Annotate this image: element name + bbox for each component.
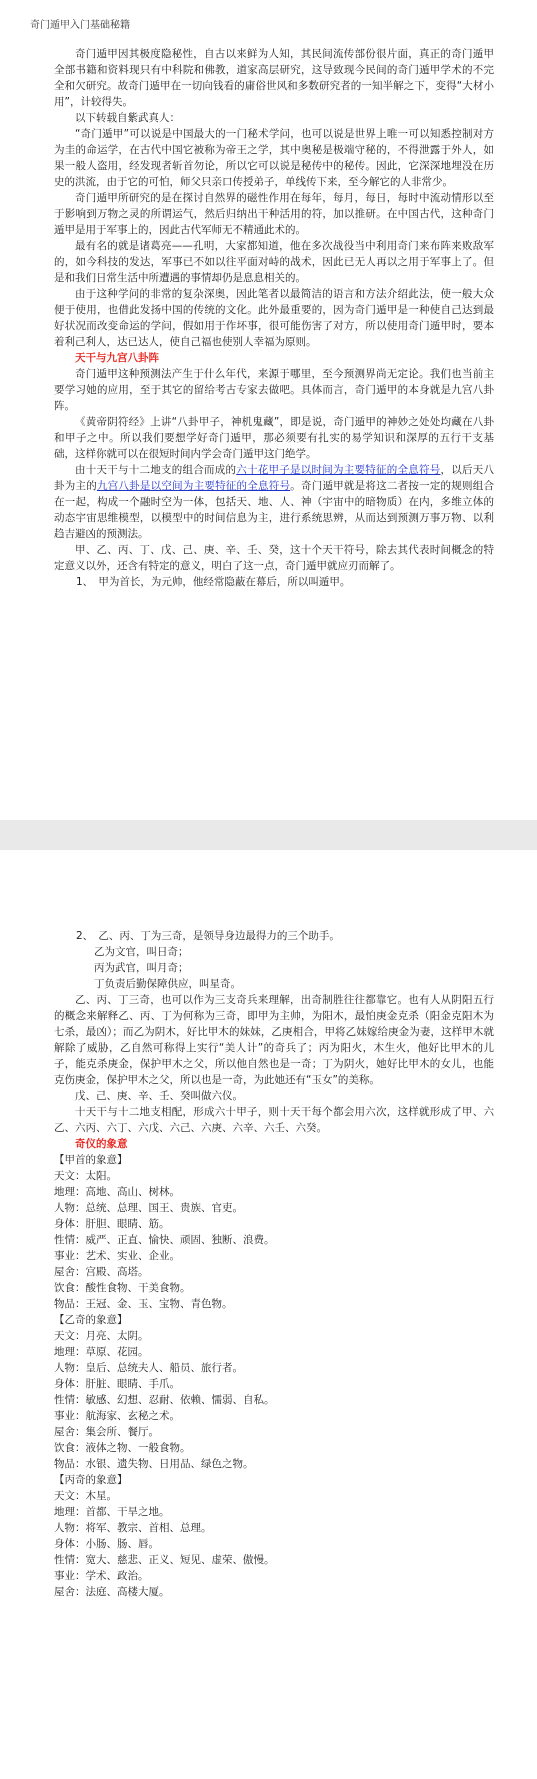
highlighted-text: 九宫八卦是以空间为主要特征的全息符号 bbox=[96, 480, 291, 492]
attribute-line: 天文：木星。 bbox=[54, 1490, 117, 1502]
attribute-line: 地理：高地、高山、树林。 bbox=[54, 1186, 180, 1198]
attribute-line: 身体：小肠、肠、唇。 bbox=[54, 1538, 159, 1550]
page-2-content bbox=[54, 928, 494, 1600]
paragraph: 戊、己、庚、辛、壬、癸叫做六仪。 bbox=[75, 1090, 243, 1102]
attribute-line: 屋舍：法庭、高楼大厦。 bbox=[54, 1586, 170, 1598]
paragraph: “奇门遁甲”可以说是中国最大的一门秘术学问，也可以说是世界上唯一可以知悉控制对方为圭的命运学，在古代中国它被称为帝王之学，其中奥秘是极端守秘的，不得泄露于外人，如果一般人盗用，经发现者斩首勿论，所以它可以说是秘传中的秘传。因此，它深深地埋没在历史的洪流，由于它的可怕，师父只亲口传授弟子，单线传下来，至今解它的人非常少。 bbox=[54, 128, 494, 188]
attribute-line: 事业：航海家、玄秘之术。 bbox=[54, 1410, 180, 1422]
attribute-line: 天文：太阳。 bbox=[54, 1170, 117, 1182]
list-item: 2、 乙、丙、丁为三奇，是领导身边最得力的三个助手。 bbox=[76, 930, 340, 942]
subsection-heading: 【丙奇的象意】 bbox=[54, 1474, 128, 1486]
attribute-line: 天文：月亮、太阴。 bbox=[54, 1330, 149, 1342]
section-heading: 奇仪的象意 bbox=[75, 1138, 128, 1150]
paragraph: 奇门遁甲所研究的是在探讨自然界的磁性作用在每年，每月，每日，每时中流动情形以至于影响到万物之灵的所谓运气，然后归纳出干种活用的符，加以推研。在中国古代，这种奇门遁甲是用于军事上的，因此古代军师无不精通此术的。 bbox=[54, 192, 494, 236]
attribute-line: 事业：学术、政治。 bbox=[54, 1570, 149, 1582]
attribute-line: 饮食：酸性食物、干美食物。 bbox=[54, 1282, 191, 1294]
paragraph: 乙为文官，叫日奇； bbox=[94, 946, 189, 958]
attribute-line: 地理：草原、花园。 bbox=[54, 1346, 149, 1358]
page-1-content bbox=[54, 46, 494, 590]
paragraph: 甲、乙、丙、丁、戊、己、庚、辛、壬、癸，这十个天干符号，除去其代表时间概念的特定意义以外，还含有特定的意义，明白了这一点，奇门遁甲就应刃而解了。 bbox=[54, 544, 494, 572]
paragraph: 《黄帝阴符经》上讲“八卦甲子，神机鬼藏”，即是说，奇门遁甲的神妙之处处均藏在八卦和甲子之中。所以我们要想学好奇门遁甲，那必须要有扎实的易学知识和深厚的五行干支基础，这样你就可以在很短时间内学会奇门遁甲这门绝学。 bbox=[54, 416, 494, 460]
subsection-heading: 【甲首的象意】 bbox=[54, 1154, 128, 1166]
highlighted-text: 六十花甲子是以时间为主要特征的全息符号 bbox=[236, 464, 441, 476]
attribute-line: 饮食：液体之物、一般食物。 bbox=[54, 1442, 191, 1454]
section-heading: 天干与九宫八卦阵 bbox=[75, 352, 159, 364]
paragraph: 奇门遁甲因其极度隐秘性，自古以来鲜为人知，其民间流传部份很片面，真正的奇门遁甲全部书籍和资料现只有中科院和佛教，道家高层研究，这导致现今民间的奇门遁甲学术的不完全和欠研究。故奇门遁甲在一切向钱看的庸俗世风和多数研究者的一知半解之下，变得“大材小用”，计较得失。 bbox=[54, 48, 494, 108]
paragraph: 乙、丙、丁三奇，也可以作为三支奇兵来理解，出奇制胜往往都靠它。也有人从阴阳五行的概念来解释乙、丙、丁为何称为三奇，即甲为主帅，为阳木，最怕庚金克杀（阳金克阳木为七杀，最凶）；而乙为阴木，好比甲木的妹妹，乙庚相合，甲将乙妹嫁给庚金为妻，这样甲木就解除了威胁，乙自然可称得上实行“美人计”的奇兵了；丙为阳火，木生火，他好比甲木的儿子，能克杀庚金，保护甲木之父，所以他自然也是一奇；丁为阴火，她好比甲木的女儿，也能克伤庚金，保护甲木之父，所以也是一奇，为此她还有“玉女”的美称。 bbox=[54, 994, 494, 1086]
paragraph: 十天干与十二地支相配，形成六十甲子，则十天干每个都会用六次，这样就形成了甲、六乙、六丙、六丁、六戊、六己、六庚、六辛、六壬、六癸。 bbox=[54, 1106, 494, 1134]
attribute-line: 身体：肝脏、眼睛、手爪。 bbox=[54, 1378, 180, 1390]
attribute-line: 人物：皇后、总统夫人、船员、旅行者。 bbox=[54, 1362, 243, 1374]
subsection-heading: 【乙奇的象意】 bbox=[54, 1314, 128, 1326]
paragraph: 奇门遁甲这种预测法产生于什么年代，来源于哪里，至今预测界尚无定论。我们也当前主要学习她的应用，至于其它的留给考古专家去做吧。具体而言，奇门遁甲的本身就是九宫八卦阵。 bbox=[54, 368, 494, 412]
list-item: 1、 甲为首长，为元帅，他经常隐蔽在幕后，所以叫遁甲。 bbox=[76, 576, 351, 588]
paragraph: 以下转载自紫武真人： bbox=[75, 112, 180, 124]
attribute-line: 事业：艺术、实业、企业。 bbox=[54, 1250, 180, 1262]
attribute-line: 物品：王冠、金、玉、宝物、青色物。 bbox=[54, 1298, 233, 1310]
attribute-line: 性情：宽大、慈悲、正义、短见、虚荣、傲慢。 bbox=[54, 1554, 275, 1566]
text-run: ，以后天八卦为主的 bbox=[54, 464, 494, 492]
attribute-line: 身体：肝胆、眼睛、筋。 bbox=[54, 1218, 170, 1230]
document-page-1 bbox=[0, 0, 537, 820]
paragraph: 丁负责后勤保障供应，叫星奇。 bbox=[94, 978, 241, 990]
paragraph: 最有名的就是诸葛亮——孔明，大家都知道，他在多次战役当中利用奇门来布阵来败敌军的，如今科技的发达，军事已不如以往平面对峙的战术，因此已无人再以之用于军事上了。但是和我们日常生活中所遭遇的事情却仍是息息相关的。 bbox=[54, 240, 494, 284]
attribute-line: 人物：将军、教宗、首相、总理。 bbox=[54, 1522, 212, 1534]
paragraph: 由于这种学问的非常的复杂深奥，因此笔者以最简洁的语言和方法介绍此法，使一般大众便于使用，也借此发扬中国的传统的文化。此外最重要的，因为奇门遁甲是一种使自己达到最好状况而改变命运的学问，假如用于作坏事，很可能伤害了对方，所以使用奇门遁甲时，要本着利己利人，达已达人，使自己福也使别人幸福为原则。 bbox=[54, 288, 494, 348]
attribute-line: 性情：威严、正直、愉快、顽固、独断、浪费。 bbox=[54, 1234, 275, 1246]
paragraph bbox=[54, 462, 494, 542]
attribute-line: 屋舍：集会所、餐厅。 bbox=[54, 1426, 159, 1438]
attribute-line: 性情：敏感、幻想、忍耐、依赖、懦弱、自私。 bbox=[54, 1394, 275, 1406]
page-header: 奇门遁甲入门基础秘籍 bbox=[30, 20, 130, 31]
attribute-line: 人物：总统、总理、国王、贵族、官吏。 bbox=[54, 1202, 243, 1214]
attribute-line: 物品：水银、遗失物、日用品、绿色之物。 bbox=[54, 1458, 254, 1470]
document-page-2 bbox=[0, 850, 537, 1779]
attribute-line: 地理：首都、干旱之地。 bbox=[54, 1506, 170, 1518]
attribute-line: 屋舍：宫殿、高塔。 bbox=[54, 1266, 149, 1278]
text-run: 。奇门遁甲就是将这二者按一定的规则组合在一起，构成一个融时空为一体，包括天、地、人、神（宇宙中的暗物质）在内，多维立体的动态宇宙思维模型，以模型中的时间信息为主，进行系统思辨，从而达到预测万事万物、以利趋吉避凶的预测法。 bbox=[54, 480, 495, 540]
paragraph: 丙为武官，叫月奇； bbox=[94, 962, 189, 974]
text-run: 由十天干与十二地支的组合而成的 bbox=[75, 464, 237, 476]
